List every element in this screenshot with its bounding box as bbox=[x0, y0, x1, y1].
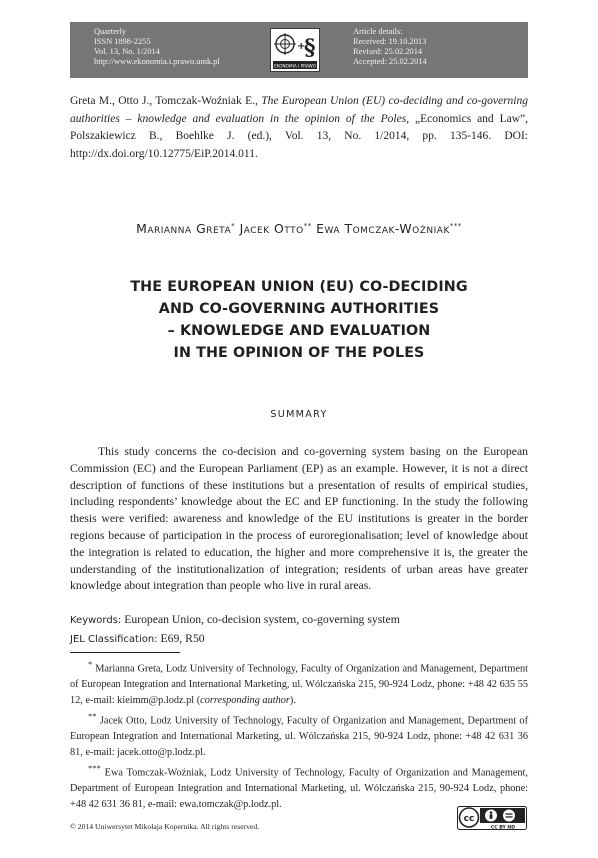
footnote-marker: ** bbox=[88, 710, 97, 721]
copyright: © 2014 Uniwersytet Mikołaja Kopernika. All rights reserved. bbox=[70, 822, 260, 831]
footnote bbox=[70, 657, 528, 709]
cc-by-nd-icon bbox=[457, 806, 527, 830]
article-details-label: Article details: bbox=[353, 27, 403, 36]
abstract-text: This study concerns the co-decision and co-governing system basing on the European Commission (EC) and the European Parliament (EP) as an example. However, it is not a direct description of functions of these institutions but a presentation of results of empirical studies, including respondents’ knowledge about the EC and EP functioning. In the study the following thesis were verified: awareness and knowledge of the EU institutions is greater in the border regions because of participation in the process of euroregionalisation; level of knowledge about the integration is related to education, the higher and more comprehensive it is, the greater the understanding of the institutionalization of integration; residents of urban areas have greater knowledge about integration than people who live in rural areas. bbox=[70, 445, 528, 593]
footnote-marker: * bbox=[231, 221, 236, 230]
svg-text:+: + bbox=[297, 41, 306, 52]
footnote-divider bbox=[70, 652, 180, 653]
title-line: – KNOWLEDGE AND EVALUATION bbox=[167, 323, 431, 339]
title-line: IN THE OPINION OF THE POLES bbox=[173, 345, 425, 361]
journal-frequency: Quarterly bbox=[94, 27, 127, 36]
svg-text:EKONOMIA I PRAWO: EKONOMIA I PRAWO bbox=[274, 63, 316, 69]
author-name: Ewa Tomczak-Woźniak bbox=[316, 221, 450, 236]
footnote-marker: ** bbox=[303, 221, 312, 230]
keywords bbox=[70, 612, 528, 629]
received-date: Received: 19.10.2013 bbox=[353, 37, 427, 46]
citation-title: The European Union (EU) co-deciding and co-governing authorities – knowledge and evaluation in the opinion of the Poles bbox=[70, 95, 529, 125]
accepted-date: Accepted: 25.02.2014 bbox=[353, 57, 427, 66]
footnote-marker: *** bbox=[449, 221, 462, 230]
svg-text:§: § bbox=[304, 35, 316, 61]
footnote-marker: *** bbox=[88, 762, 101, 773]
journal-url: http://www.ekonomia.i.prawo.umk.pl bbox=[94, 57, 220, 66]
author-name: Jacek Otto bbox=[239, 221, 304, 236]
title-line: AND CO-GOVERNING AUTHORITIES bbox=[158, 301, 440, 317]
keywords-label: Keywords: bbox=[70, 615, 122, 626]
footnote-end: ). bbox=[289, 695, 296, 707]
journal-info bbox=[94, 27, 220, 67]
svg-text:cc: cc bbox=[463, 814, 475, 824]
jel-classification bbox=[70, 631, 528, 648]
abstract bbox=[70, 444, 528, 595]
revised-date: Revised: 25.02.2014 bbox=[353, 47, 423, 56]
journal-logo-icon bbox=[271, 29, 319, 71]
license-badge bbox=[457, 806, 527, 830]
footnote-text: Ewa Tomczak-Woźniak, Lodz University of Technology, Faculty of Organization and Management, Department of European Integration and International Marketing, ul. Wólczańska 215, 90-924 Lodz, phone: +48 42 631 36 81, e-mail: ewa.tomczak@p.lodz.pl. bbox=[70, 767, 528, 810]
author-line bbox=[70, 221, 528, 236]
jel-label: JEL Classification: bbox=[70, 634, 158, 645]
keywords-text: European Union, co-decision system, co-governing system bbox=[124, 613, 400, 626]
footnote-emphasis: corresponding author bbox=[200, 695, 290, 707]
journal-logo bbox=[270, 28, 320, 72]
journal-issn: ISSN 1898-2255 bbox=[94, 37, 151, 46]
citation-authors: Greta M., Otto J., Tomczak-Woźniak E., bbox=[70, 95, 258, 107]
footnote bbox=[70, 709, 528, 761]
journal-volume: Vol. 13, No. 1/2014 bbox=[94, 47, 160, 56]
title-line: THE EUROPEAN UNION (EU) CO-DECIDING bbox=[130, 279, 468, 295]
summary-heading: SUMMARY bbox=[270, 409, 328, 420]
footnote-text: Marianna Greta, Lodz University of Technology, Faculty of Organization and Management, Department of European Integration and International Marketing, ul. Wólczańska 215, 90-924 Lodz, phone: +48 42 635 55 12, e-mail: kieimm@p.lodz.pl ( bbox=[70, 663, 529, 707]
footnotes bbox=[70, 657, 528, 812]
journal-header-band bbox=[70, 22, 528, 78]
article-title bbox=[70, 276, 528, 364]
footnote-text: Jacek Otto, Lodz University of Technology, Faculty of Organization and Management, Department of European Integration and International Marketing, ul. Wólczańska 215, 90-924 Lodz, phone: +48 42 631 36 81, e-mail: jacek.otto@p.lodz.pl. bbox=[70, 715, 528, 758]
article-details bbox=[353, 27, 427, 67]
citation bbox=[70, 93, 528, 163]
footnote-marker: * bbox=[88, 659, 93, 669]
svg-text:CC BY ND: CC BY ND bbox=[490, 825, 516, 830]
author-name: Marianna Greta bbox=[136, 221, 232, 236]
citation-details: , „Economics and Law”, Polszakiewicz B., Boehlke J. (ed.), Vol. 13, No. 1/2014, pp. 135-146. DOI: http://dx.doi.org/10.12775/EiP.2014.011. bbox=[70, 112, 528, 160]
footnote bbox=[70, 761, 528, 813]
jel-codes: E69, R50 bbox=[160, 632, 205, 645]
